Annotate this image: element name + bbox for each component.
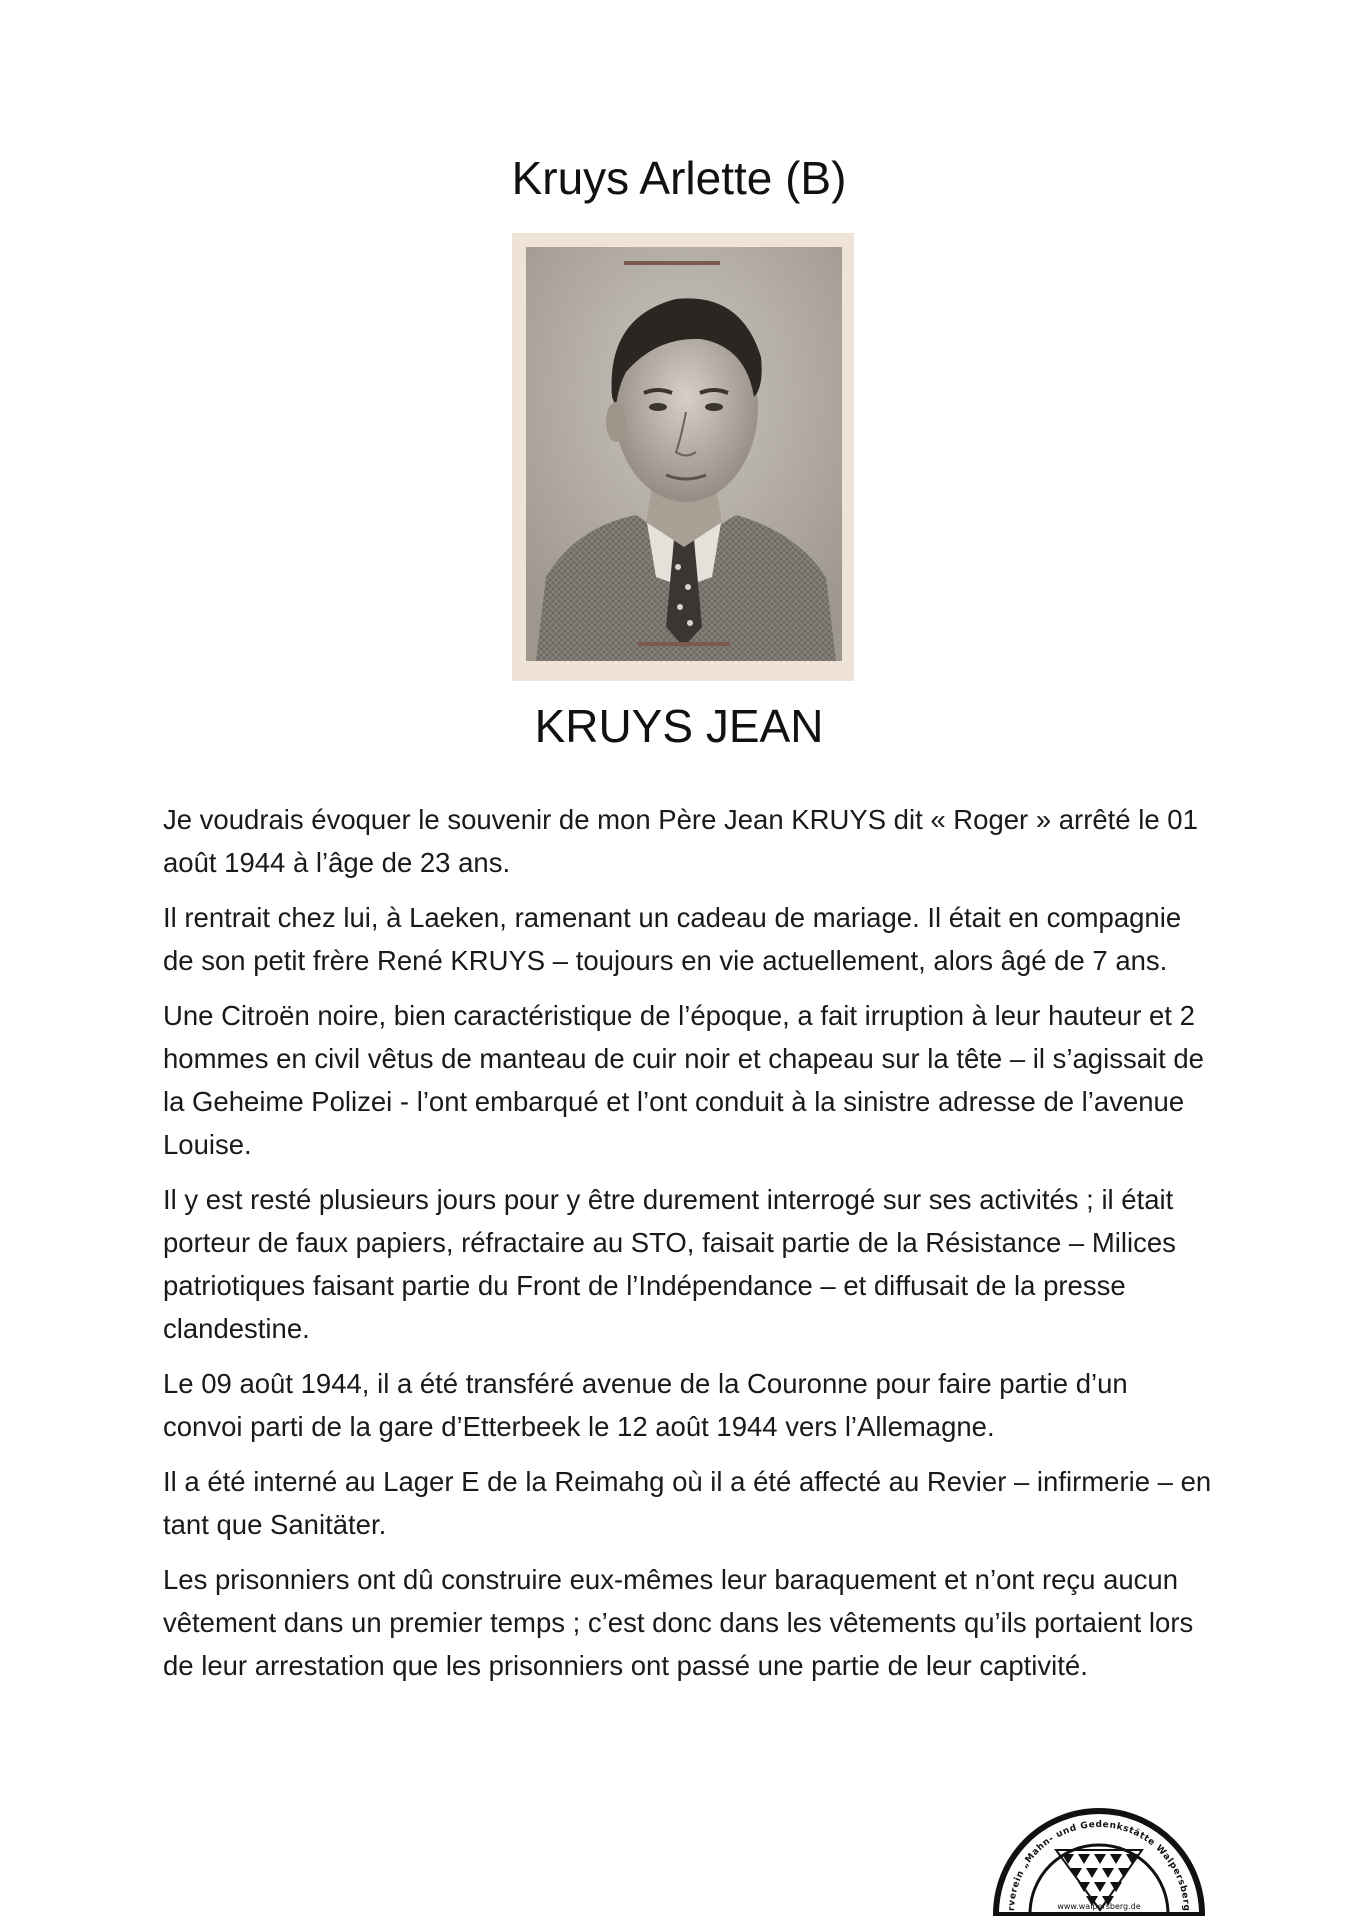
organization-logo xyxy=(990,1796,1208,1920)
paragraph-6: Il a été interné au Lager E de la Reimahg où il a été affecté au Revier – infirmerie – en tant que Sanitäter. xyxy=(163,1466,1212,1540)
paragraph-2: Il rentrait chez lui, à Laeken, ramenant un cadeau de mariage. Il était en compagnie de son petit frère René KRUYS – toujours en vie actuellement, alors âgé de 7 ans. xyxy=(163,902,1182,976)
paragraph-4: Il y est resté plusieurs jours pour y être durement interrogé sur ses activités ; il était porteur de faux papiers, réfractaire au STO, faisait partie de la Résistance – Milices patriotiques faisant partie du Front de l’Indépendance – et diffusait de la presse clandestine. xyxy=(163,1184,1176,1344)
logo-url: www.walpersberg.de xyxy=(1057,1902,1141,1911)
paragraph-7: Les prisonniers ont dû construire eux-mêmes leur baraquement et n’ont reçu aucun vêtement dans un premier temps ; c’est donc dans les vêtements qu’ils portaient lors de leur arrestation que les prisonniers ont passé une partie de leur captivité. xyxy=(163,1564,1194,1681)
person-name: KRUYS JEAN xyxy=(534,700,824,752)
paragraph-1: Je voudrais évoquer le souvenir de mon Père Jean KRUYS dit « Roger » arrêté le 01 août 1944 à l’âge de 23 ans. xyxy=(163,804,1198,878)
walpersberg-logo-icon xyxy=(990,1796,1208,1920)
page-header: Kruys Arlette (B) xyxy=(511,152,847,204)
body-text xyxy=(163,798,1213,1699)
logo-arc-text: rverein „Mahn- und Gedenkstätte Walpersberg xyxy=(1006,1819,1192,1912)
portrait-photo-frame xyxy=(512,233,854,681)
paragraph-5: Le 09 août 1944, il a été transféré avenue de la Couronne pour faire partie d’un convoi parti de la gare d’Etterbeek le 12 août 1944 vers l’Allemagne. xyxy=(163,1368,1128,1442)
paragraph-3: Une Citroën noire, bien caractéristique de l’époque, a fait irruption à leur hauteur et 2 hommes en civil vêtus de manteau de cuir noir et chapeau sur la tête – il s’agissait de la Geheime Polizei - l’ont embarqué et l’ont conduit à la sinistre adresse de l’avenue Louise. xyxy=(163,1000,1204,1160)
portrait-photo xyxy=(526,247,842,661)
